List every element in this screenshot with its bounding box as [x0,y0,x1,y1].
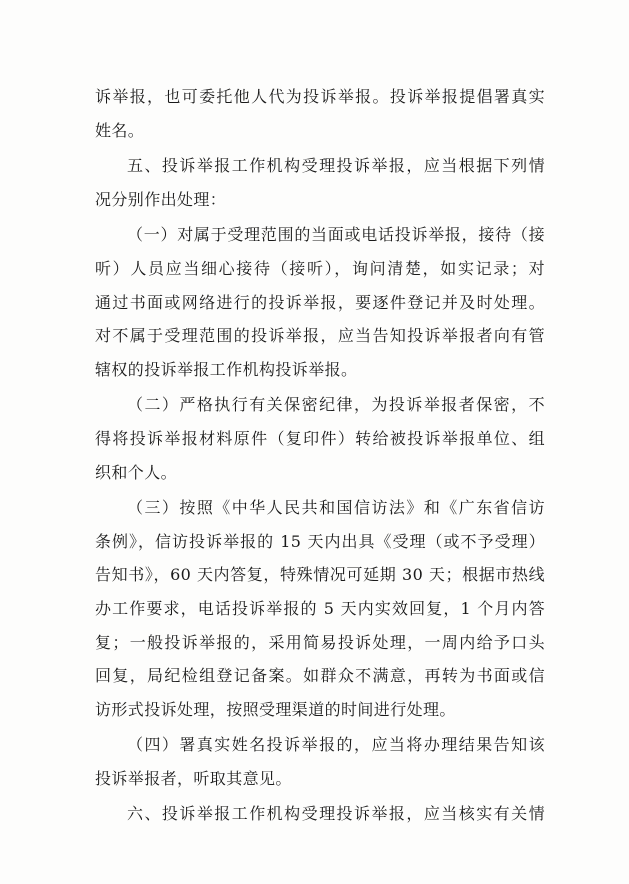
paragraph-section-6 [95,797,545,831]
text-line: 况分别作出处理： [95,189,227,209]
text-line: 姓名。 [95,120,145,140]
text-line: 投诉举报者，听取其意见。 [95,768,292,788]
paragraph-item-4 [95,728,545,795]
text-line: 织和个人。 [95,462,178,482]
text-line: 访形式投诉处理，按照受理渠道的时间进行处理。 [95,699,456,719]
text-line: 回复，局纪检组登记备案。如群众不满意，再转为书面或信 [95,666,545,686]
paragraph-section-5 [95,149,545,216]
text-line: 办工作要求，电话投诉举报的 5 天内实效回复，1 个月内答 [95,598,545,618]
text-line: 通过书面或网络进行的投诉举报，要逐件登记并及时处理。 [95,292,545,312]
text-line: （四）署真实姓名投诉举报的，应当将办理结果告知该 [127,735,545,755]
text-line: （三）按照《中华人民共和国信访法》和《广东省信访 [127,498,545,518]
text-line: 对不属于受理范围的投诉举报，应当告知投诉举报者向有管 [95,326,545,346]
paragraph-item-2 [95,388,545,489]
text-line: （二）严格执行有关保密纪律，为投诉举报者保密，不 [127,395,545,415]
text-line: 辖权的投诉举报工作机构投诉举报。 [95,359,358,379]
document-body [95,80,545,831]
text-line: 条例》，信访投诉举报的 15 天内出具《受理（或不予受理） [95,531,545,551]
paragraph-item-1 [95,218,545,386]
text-line: 听）人员应当细心接待（接听），询问清楚，如实记录；对 [95,258,545,278]
paragraph-item-3 [95,491,545,726]
text-line: 诉举报，也可委托他人代为投诉举报。投诉举报提倡署真实 [95,87,545,106]
text-line: 告知书》，60 天内答复，特殊情况可延期 30 天；根据市热线 [95,565,545,585]
paragraph-continuation [95,80,545,147]
text-line: 五、投诉举报工作机构受理投诉举报，应当根据下列情 [127,156,545,176]
text-line: 复；一般投诉举报的，采用简易投诉处理，一周内给予口头 [95,632,545,652]
text-line: （一）对属于受理范围的当面或电话投诉举报，接待（接 [127,225,545,245]
text-line: 得将投诉举报材料原件（复印件）转给被投诉举报单位、组 [95,428,545,448]
text-line: 六、投诉举报工作机构受理投诉举报，应当核实有关情 [127,804,545,824]
